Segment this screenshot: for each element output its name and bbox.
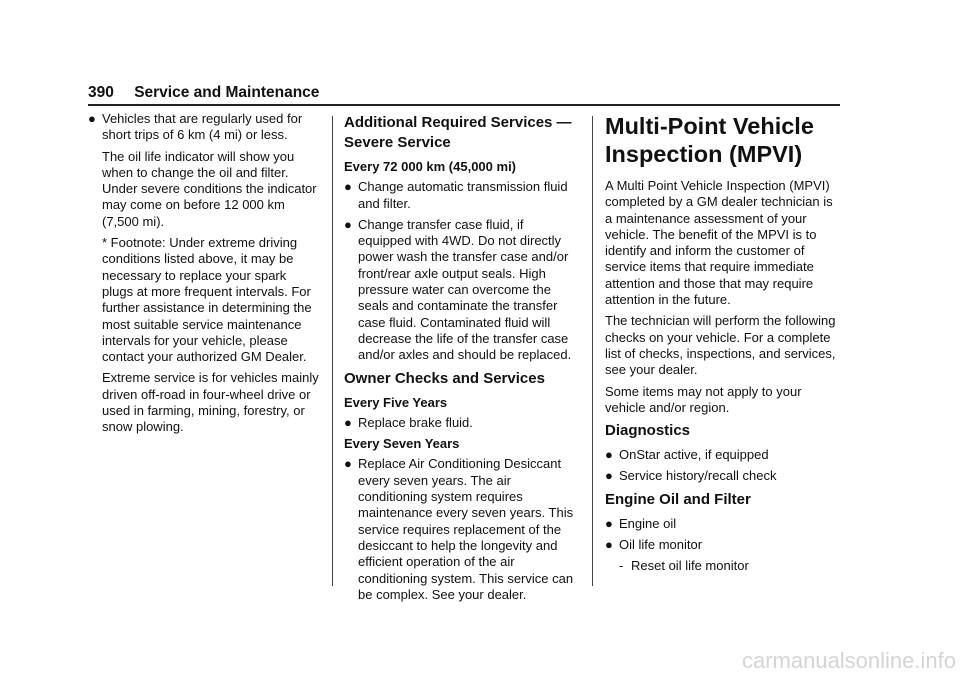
list-item: ● Vehicles that are regularly used for short trips of 6 km (4 mi) or less. (88, 111, 303, 143)
section-heading: Diagnostics (605, 422, 691, 440)
paragraph: The technician will perform the following checks on your vehicle. For a complete list of checks, inspections, and services, see your dealer. (605, 313, 836, 378)
section-heading: Owner Checks and Services (344, 369, 545, 387)
section-heading: Engine Oil and Filter (605, 490, 751, 508)
list-item: ● Change transfer case fluid, if equipped with 4WD. Do not directly power wash the transfer case and/or front/rear axle output seals. High pressure water can overcome the seals and contaminate the transfer case fluid. Contaminated fluid will decrease the life of the transfer case and/or axles and should be replaced. (344, 216, 572, 363)
bullet-icon: ● (605, 537, 613, 553)
list-item: ● OnStar active, if equipped (605, 447, 769, 463)
column-3 (605, 111, 843, 575)
bullet-icon: ● (605, 447, 613, 463)
section-heading: Additional Required Services — Severe Service (344, 114, 572, 151)
column-2 (344, 111, 580, 608)
page-header (88, 84, 319, 102)
paragraph: The oil life indicator will show you when to change the oil and filter. Under severe conditions the indicator may come on before 12 000 km (7,500 mi). (102, 148, 317, 229)
column-divider-1 (332, 116, 333, 586)
footnote: * Footnote: Under extreme driving conditions listed above, it may be necessary to replace your spark plugs at more frequent intervals. For further assistance in determining the most suitable service maintenance intervals for your vehicle, please contact your authorized GM Dealer. (102, 235, 312, 365)
column-divider-2 (592, 116, 593, 586)
column-1 (88, 111, 320, 441)
header-rule (88, 104, 840, 106)
page-number: 390 (88, 84, 114, 101)
list-item: ● Engine oil (605, 515, 677, 531)
subheading: Every 72 000 km (45,000 mi) (344, 159, 517, 174)
subheading: Every Five Years (344, 394, 448, 410)
section-title: Service and Maintenance (134, 84, 320, 101)
bullet-icon: ● (344, 216, 352, 232)
bullet-icon: ● (344, 179, 352, 195)
bullet-icon: ● (88, 111, 96, 126)
watermark: carmanualsonline.info (741, 648, 956, 673)
list-item: ● Replace Air Conditioning Desiccant every seven years. The air conditioning system requires maintenance every seven years. This service requires replacement of the desiccant to help the longevity and efficient operation of the air conditioning system. This service can be complex. See your dealer. (344, 456, 574, 602)
bullet-icon: ● (344, 456, 352, 472)
bullet-icon: ● (605, 468, 613, 484)
dash-icon: - (619, 558, 624, 574)
paragraph: Some items may not apply to your vehicle and/or region. (605, 383, 802, 415)
list-item: ● Change automatic transmission fluid and filter. (344, 179, 568, 211)
list-item: ● Oil life monitor (605, 537, 703, 553)
paragraph: A Multi Point Vehicle Inspection (MPVI) completed by a GM dealer technician is a maintenance assessment of your vehicle. The benefit of the MPVI is to identify and inform the customer of service items that require immediate attention and those that may require attention in the future. (605, 178, 833, 308)
paragraph: Extreme service is for vehicles mainly driven off-road in four-wheel drive or used in farming, mining, forestry, or snow plowing. (102, 370, 319, 435)
list-item: ● Replace brake fluid. (344, 414, 473, 430)
sub-list-item: - Reset oil life monitor (619, 558, 749, 574)
page-title: Multi-Point Vehicle Inspection (MPVI) (605, 113, 814, 167)
subheading: Every Seven Years (344, 436, 460, 452)
bullet-icon: ● (344, 414, 352, 430)
bullet-icon: ● (605, 515, 613, 531)
list-item: ● Service history/recall check (605, 468, 777, 484)
